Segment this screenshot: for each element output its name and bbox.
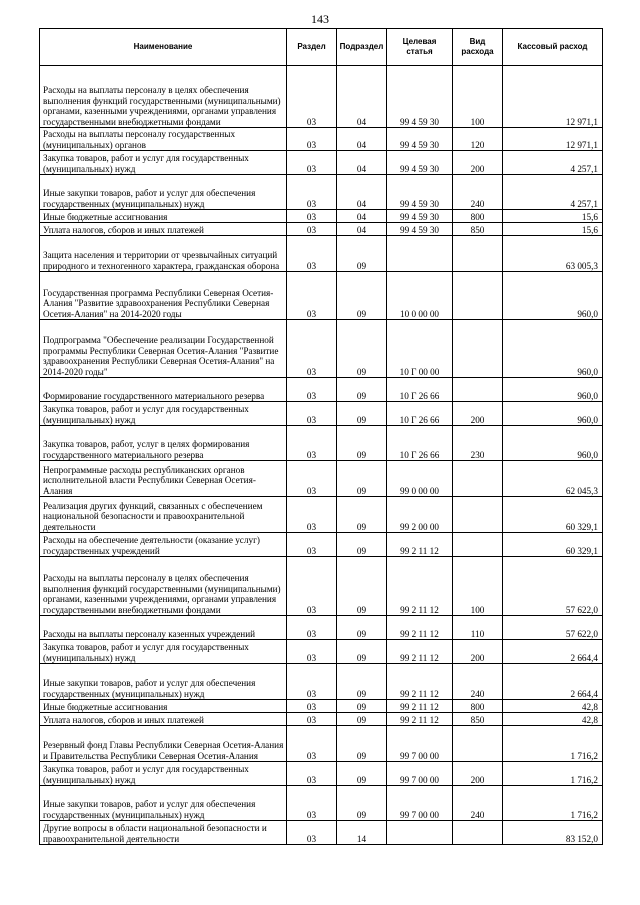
row-subsection: 09 <box>337 762 387 786</box>
row-subsection: 09 <box>337 786 387 821</box>
row-section: 03 <box>287 616 337 640</box>
row-amount: 4 257,1 <box>503 151 603 175</box>
table-row <box>40 320 603 378</box>
row-target: 99 2 11 12 <box>387 640 453 664</box>
row-subsection: 09 <box>337 320 387 378</box>
row-section: 03 <box>287 402 337 426</box>
row-target: 99 4 59 30 <box>387 128 453 151</box>
row-expense-type: 100 <box>453 66 503 128</box>
row-section: 03 <box>287 236 337 272</box>
row-amount: 960,0 <box>503 378 603 402</box>
table-header-row <box>40 29 603 66</box>
row-name: Иные бюджетные ассигнования <box>40 700 287 713</box>
row-target: 99 0 00 00 <box>387 461 453 497</box>
row-name: Уплата налогов, сборов и иных платежей <box>40 713 287 726</box>
row-expense-type: 110 <box>453 616 503 640</box>
row-amount: 63 005,3 <box>503 236 603 272</box>
row-expense-type: 240 <box>453 175 503 210</box>
table-row <box>40 151 603 175</box>
row-target: 10 Г 26 66 <box>387 402 453 426</box>
row-amount: 42,8 <box>503 700 603 713</box>
row-subsection: 04 <box>337 128 387 151</box>
row-subsection: 09 <box>337 236 387 272</box>
row-section: 03 <box>287 786 337 821</box>
row-section: 03 <box>287 175 337 210</box>
header-subsection: Подраздел <box>337 29 387 66</box>
row-section: 03 <box>287 426 337 461</box>
row-expense-type: 800 <box>453 700 503 713</box>
row-target: 99 2 11 12 <box>387 664 453 700</box>
row-target: 10 Г 26 66 <box>387 426 453 461</box>
row-expense-type <box>453 236 503 272</box>
row-amount: 15,6 <box>503 223 603 236</box>
row-amount: 960,0 <box>503 426 603 461</box>
row-target: 99 2 11 12 <box>387 700 453 713</box>
row-expense-type <box>453 461 503 497</box>
row-target: 99 2 11 12 <box>387 557 453 616</box>
row-expense-type <box>453 821 503 845</box>
row-amount: 12 971,1 <box>503 66 603 128</box>
row-expense-type: 240 <box>453 786 503 821</box>
expenditure-table <box>39 28 603 845</box>
row-expense-type <box>453 320 503 378</box>
row-amount: 60 329,1 <box>503 497 603 533</box>
table-row <box>40 175 603 210</box>
row-subsection: 14 <box>337 821 387 845</box>
table-row <box>40 786 603 821</box>
row-section: 03 <box>287 272 337 320</box>
header-target: Целевая статья <box>387 29 453 66</box>
row-subsection: 09 <box>337 272 387 320</box>
row-name: Государственная программа Республики Северная Осетия-Алания "Развитие здравоохранения Республики Северная Осетия-Алания" на 2014-2020 годы <box>40 272 287 320</box>
row-subsection: 09 <box>337 664 387 700</box>
row-name: Защита населения и территории от чрезвычайных ситуаций природного и техногенного характера, гражданская оборона <box>40 236 287 272</box>
table-row <box>40 236 603 272</box>
row-amount: 960,0 <box>503 272 603 320</box>
row-section: 03 <box>287 210 337 223</box>
row-subsection: 09 <box>337 426 387 461</box>
row-subsection: 09 <box>337 378 387 402</box>
row-target: 99 2 11 12 <box>387 533 453 557</box>
row-expense-type <box>453 533 503 557</box>
row-section: 03 <box>287 378 337 402</box>
row-target: 99 7 00 00 <box>387 726 453 762</box>
header-expense-type: Вид расхода <box>453 29 503 66</box>
row-name: Реализация других функций, связанных с обеспечением национальной безопасности и правоохранительной деятельности <box>40 497 287 533</box>
row-target: 99 2 00 00 <box>387 497 453 533</box>
row-amount: 2 664,4 <box>503 640 603 664</box>
row-section: 03 <box>287 151 337 175</box>
row-expense-type <box>453 272 503 320</box>
header-cash: Кассовый расход <box>503 29 603 66</box>
table-row <box>40 210 603 223</box>
row-subsection: 09 <box>337 700 387 713</box>
row-section: 03 <box>287 762 337 786</box>
row-subsection: 04 <box>337 210 387 223</box>
table-row <box>40 272 603 320</box>
row-subsection: 09 <box>337 497 387 533</box>
row-name: Закупка товаров, работ и услуг для государственных (муниципальных) нужд <box>40 402 287 426</box>
row-subsection: 04 <box>337 151 387 175</box>
table-row <box>40 616 603 640</box>
row-expense-type <box>453 378 503 402</box>
row-name: Формирование государственного материального резерва <box>40 378 287 402</box>
row-name: Расходы на выплаты персоналу казенных учреждений <box>40 616 287 640</box>
row-expense-type: 800 <box>453 210 503 223</box>
row-name: Закупка товаров, работ и услуг для государственных (муниципальных) нужд <box>40 640 287 664</box>
table-row <box>40 461 603 497</box>
row-section: 03 <box>287 821 337 845</box>
row-subsection: 04 <box>337 66 387 128</box>
row-section: 03 <box>287 320 337 378</box>
row-name: Подпрограмма "Обеспечение реализации Государственной программы Республики Северная Осетия-Алания "Развитие здравоохранения Республики Северная Осетия-Алания" на 2014-2020 годы" <box>40 320 287 378</box>
row-amount: 15,6 <box>503 210 603 223</box>
row-subsection: 09 <box>337 713 387 726</box>
table-row <box>40 128 603 151</box>
row-amount: 4 257,1 <box>503 175 603 210</box>
row-name: Закупка товаров, работ и услуг для государственных (муниципальных) нужд <box>40 762 287 786</box>
row-subsection: 09 <box>337 616 387 640</box>
row-section: 03 <box>287 664 337 700</box>
row-section: 03 <box>287 223 337 236</box>
row-name: Расходы на выплаты персоналу в целях обеспечения выполнения функций государственными (муниципальными) органами, казенными учреждениями, органами управления государственными внебюджетными фондами <box>40 66 287 128</box>
row-target: 10 Г 00 00 <box>387 320 453 378</box>
table-row <box>40 700 603 713</box>
row-name: Расходы на обеспечение деятельности (оказание услуг) государственных учреждений <box>40 533 287 557</box>
table-row <box>40 378 603 402</box>
row-expense-type <box>453 497 503 533</box>
row-target: 10 0 00 00 <box>387 272 453 320</box>
row-amount: 1 716,2 <box>503 726 603 762</box>
table-row <box>40 402 603 426</box>
table-row <box>40 497 603 533</box>
row-expense-type <box>453 726 503 762</box>
row-name: Иные закупки товаров, работ и услуг для обеспечения государственных (муниципальных) нужд <box>40 175 287 210</box>
table-row <box>40 557 603 616</box>
row-name: Иные бюджетные ассигнования <box>40 210 287 223</box>
row-expense-type: 120 <box>453 128 503 151</box>
row-name: Непрограммные расходы республиканских органов исполнительной власти Республики Северная Осетия-Алания <box>40 461 287 497</box>
row-name: Уплата налогов, сборов и иных платежей <box>40 223 287 236</box>
row-section: 03 <box>287 713 337 726</box>
row-name: Другие вопросы в области национальной безопасности и правоохранительной деятельности <box>40 821 287 845</box>
row-name: Расходы на выплаты персоналу в целях обеспечения выполнения функций государственными (муниципальными) органами, казенными учреждениями, органами управления государственными внебюджетными фондами <box>40 557 287 616</box>
row-section: 03 <box>287 640 337 664</box>
row-amount: 1 716,2 <box>503 786 603 821</box>
row-name: Закупка товаров, работ и услуг для государственных (муниципальных) нужд <box>40 151 287 175</box>
row-name: Иные закупки товаров, работ и услуг для обеспечения государственных (муниципальных) нужд <box>40 786 287 821</box>
row-name: Расходы на выплаты персоналу государственных (муниципальных) органов <box>40 128 287 151</box>
row-subsection: 09 <box>337 533 387 557</box>
row-expense-type: 230 <box>453 426 503 461</box>
row-target <box>387 821 453 845</box>
table-row <box>40 223 603 236</box>
header-section: Раздел <box>287 29 337 66</box>
table-body <box>40 66 603 845</box>
row-subsection: 09 <box>337 557 387 616</box>
row-amount: 1 716,2 <box>503 762 603 786</box>
row-section: 03 <box>287 497 337 533</box>
row-expense-type: 240 <box>453 664 503 700</box>
row-target: 99 2 11 12 <box>387 616 453 640</box>
row-expense-type: 850 <box>453 223 503 236</box>
row-target: 99 7 00 00 <box>387 762 453 786</box>
table-row <box>40 533 603 557</box>
row-amount: 60 329,1 <box>503 533 603 557</box>
row-name: Закупка товаров, работ, услуг в целях формирования государственного материального резерва <box>40 426 287 461</box>
row-expense-type: 850 <box>453 713 503 726</box>
row-subsection: 04 <box>337 223 387 236</box>
row-name: Резервный фонд Главы Республики Северная Осетия-Алания и Правительства Республики Северная Осетия-Алания <box>40 726 287 762</box>
row-amount: 57 622,0 <box>503 616 603 640</box>
row-section: 03 <box>287 66 337 128</box>
row-target <box>387 236 453 272</box>
table-row <box>40 762 603 786</box>
row-section: 03 <box>287 557 337 616</box>
row-expense-type: 200 <box>453 402 503 426</box>
row-section: 03 <box>287 700 337 713</box>
table-row <box>40 713 603 726</box>
page-number: 143 <box>311 12 329 26</box>
row-target: 10 Г 26 66 <box>387 378 453 402</box>
row-target: 99 4 59 30 <box>387 175 453 210</box>
row-subsection: 09 <box>337 726 387 762</box>
row-amount: 83 152,0 <box>503 821 603 845</box>
row-target: 99 7 00 00 <box>387 786 453 821</box>
row-name: Иные закупки товаров, работ и услуг для обеспечения государственных (муниципальных) нужд <box>40 664 287 700</box>
table-row <box>40 640 603 664</box>
row-expense-type: 200 <box>453 151 503 175</box>
table-row <box>40 821 603 845</box>
row-amount: 42,8 <box>503 713 603 726</box>
row-amount: 12 971,1 <box>503 128 603 151</box>
row-expense-type: 100 <box>453 557 503 616</box>
row-target: 99 2 11 12 <box>387 713 453 726</box>
row-target: 99 4 59 30 <box>387 223 453 236</box>
row-section: 03 <box>287 461 337 497</box>
row-section: 03 <box>287 533 337 557</box>
table-row <box>40 664 603 700</box>
row-amount: 57 622,0 <box>503 557 603 616</box>
row-subsection: 09 <box>337 402 387 426</box>
row-section: 03 <box>287 726 337 762</box>
row-amount: 2 664,4 <box>503 664 603 700</box>
row-target: 99 4 59 30 <box>387 66 453 128</box>
table-row <box>40 66 603 128</box>
row-target: 99 4 59 30 <box>387 151 453 175</box>
row-expense-type: 200 <box>453 640 503 664</box>
row-amount: 960,0 <box>503 320 603 378</box>
row-subsection: 09 <box>337 461 387 497</box>
row-amount: 62 045,3 <box>503 461 603 497</box>
row-expense-type: 200 <box>453 762 503 786</box>
row-section: 03 <box>287 128 337 151</box>
header-name: Наименование <box>40 29 287 66</box>
row-subsection: 04 <box>337 175 387 210</box>
table-row <box>40 726 603 762</box>
row-target: 99 4 59 30 <box>387 210 453 223</box>
table-row <box>40 426 603 461</box>
row-amount: 960,0 <box>503 402 603 426</box>
row-subsection: 09 <box>337 640 387 664</box>
